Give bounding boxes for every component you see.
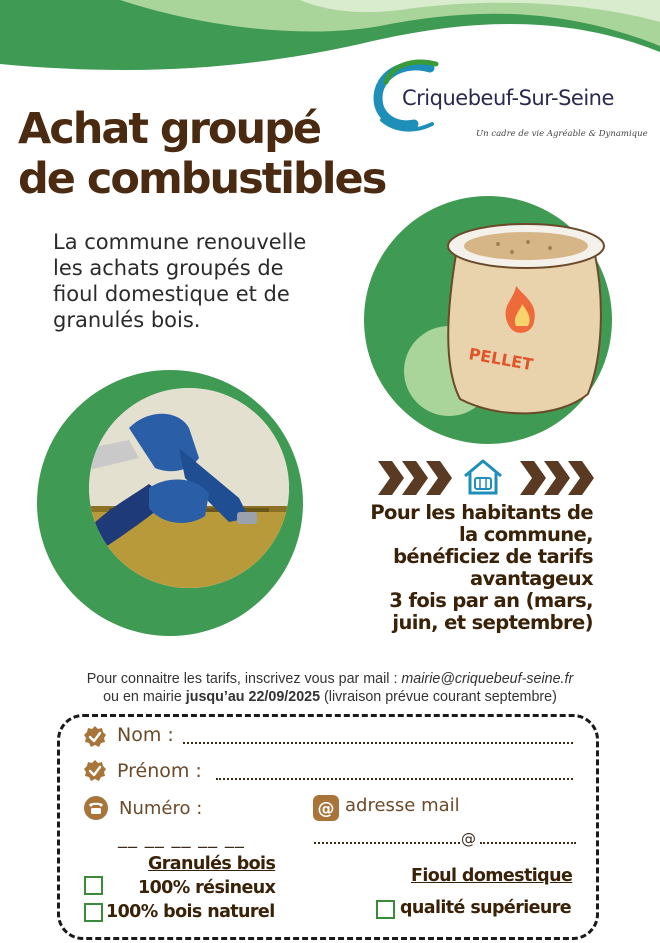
numero-input[interactable]: __ __ __ __ __ [118,828,245,849]
intro-text: La commune renouvelle les achats groupés de fioul domestique et de granulés bois. [53,230,307,332]
benefits-line-2: la commune, [458,523,593,546]
pellet-bag-label: PELLET [467,344,535,375]
phone-icon [83,795,109,821]
benefits-line-4: avantageux [469,567,593,590]
at-sign-icon [313,795,339,821]
benefits-line-1: Pour les habitants de [370,501,593,524]
benefits-line-6: juin, et septembre) [392,611,593,634]
benefits-line-3: bénéficiez de tarifs [393,545,593,568]
check-badge-icon [83,759,107,783]
title-line-2: de combustibles [18,154,386,204]
info-line-2-prefix: ou en mairie [103,689,186,705]
email-user-input-line[interactable] [314,842,460,844]
checkbox-resineux[interactable] [84,876,103,895]
nom-input-line[interactable] [183,742,573,744]
prenom-input-line[interactable] [216,778,573,780]
svg-text:@: @ [317,799,335,819]
checkbox-bois-naturel[interactable] [84,903,103,922]
email-at-sign: @ [461,830,476,848]
registration-info [40,670,620,706]
title-line-1: Achat groupé [18,104,321,154]
email-domain-input-line[interactable] [480,842,576,844]
house-heating-icon [461,458,505,496]
option-qualite-superieure: qualité supérieure [400,898,572,918]
nom-label: Nom : [117,724,174,746]
logo-name: Criquebeuf-Sur-Seine [402,86,614,110]
prenom-label: Prénom : [117,760,202,782]
benefits-line-5: 3 fois par an (mars, [389,589,593,612]
granules-heading: Granulés bois [148,854,276,874]
refuel-photo [89,388,289,588]
deadline-text: jusqu’au 22/09/2025 [185,689,321,705]
email-label: adresse mail [345,795,460,816]
fioul-heading: Fioul domestique [411,866,573,886]
commune-logo [372,58,648,148]
chevrons-left-icon [378,461,456,495]
contact-email-link[interactable]: mairie@criquebeuf-seine.fr [401,671,574,687]
check-badge-icon [83,725,107,749]
option-resineux: 100% résineux [138,878,276,898]
logo-tagline: Un cadre de vie Agréable & Dynamique [476,129,648,139]
info-line-2-suffix: (livraison prévue courant septembre) [320,689,557,705]
refuel-hand-illustration [89,388,289,588]
pellet-bag-illustration [438,214,608,424]
info-line-1: Pour connaitre les tarifs, inscrivez vous par mail : [86,671,402,687]
checkbox-qualite-superieure[interactable] [376,900,395,919]
option-bois-naturel: 100% bois naturel [106,902,275,922]
page-title [18,104,385,204]
numero-label: Numéro : [119,798,203,819]
benefits-text [345,502,593,634]
chevrons-right-icon [520,461,598,495]
